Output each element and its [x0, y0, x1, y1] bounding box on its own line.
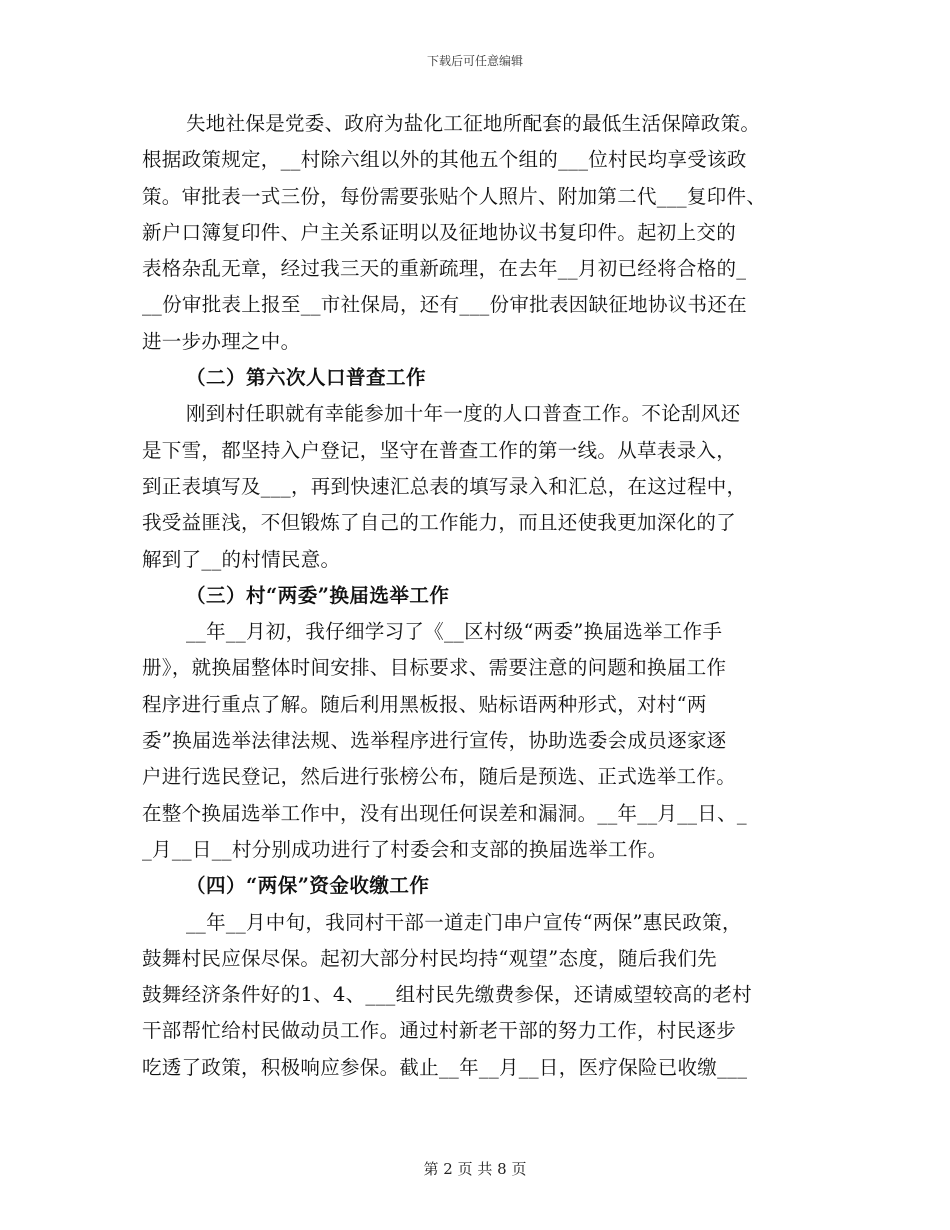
section-heading: （二）第六次人口普查工作: [186, 366, 427, 390]
body-line: 鼓舞经济条件好的1、4、___组村民先缴费参保，还请威望较高的老村: [142, 983, 752, 1007]
body-line: __年__月初，我仔细学习了《__区村级“两委”换届选举工作手: [186, 620, 723, 644]
body-line: 新户口簿复印件、户主关系证明以及征地协议书复印件。起初上交的: [142, 220, 737, 244]
body-line: 进一步办理之中。: [142, 329, 301, 353]
body-line: 在整个换届选举工作中，没有出现任何误差和漏洞。__年__月__日、_: [142, 801, 747, 825]
body-line: 户进行选民登记，然后进行张榜公布，随后是预选、正式选举工作。: [142, 765, 737, 789]
body-line: 表格杂乱无章，经过我三天的重新疏理，在去年__月初已经将合格的_: [142, 257, 747, 281]
body-line: 刚到村任职就有幸能参加十年一度的人口普查工作。不论刮风还: [186, 402, 741, 426]
body-line: 是下雪，都坚持入户登记，坚守在普查工作的第一线。从草表录入，: [142, 438, 737, 462]
page-number: 第 2 页 共 8 页: [423, 1160, 527, 1178]
body-line: __份审批表上报至__市社保局，还有___份审批表因缺征地协议书还在: [142, 293, 747, 317]
body-line: _月__日__村分别成功进行了村委会和支部的换届选举工作。: [142, 837, 668, 861]
body-line: 干部帮忙给村民做动员工作。通过村新老干部的努力工作，村民逐步: [142, 1019, 737, 1043]
body-line: 到正表填写及___，再到快速汇总表的填写录入和汇总，在这过程中，: [142, 474, 747, 498]
body-line: 根据政策规定，__村除六组以外的其他五个组的___位村民均享受该政: [142, 148, 747, 172]
section-heading: （四）“两保”资金收缴工作: [186, 874, 430, 898]
body-line: 委”换届选举法律法规、选举程序进行宣传，协助选委会成员逐家逐: [142, 729, 727, 753]
body-line: __年__月中旬，我同村干部一道走门串户宣传“两保”惠民政策，: [186, 910, 742, 934]
body-line: 失地社保是党委、政府为盐化工征地所配套的最低生活保障政策。: [186, 112, 761, 135]
document-body: [142, 106, 822, 1086]
page-header: 下载后可任意编辑: [426, 54, 523, 68]
body-line: 程序进行重点了解。随后利用黑板报、贴标语两种形式，对村“两: [142, 692, 707, 716]
body-line: 策。审批表一式三份，每份需要张贴个人照片、附加第二代___复印件、: [142, 184, 767, 208]
body-line: 我受益匪浅，不但锻炼了自己的工作能力，而且还使我更加深化的了: [142, 511, 737, 535]
section-heading: （三）村“两委”换届选举工作: [186, 583, 450, 607]
body-line: 鼓舞村民应保尽保。起初大部分村民均持“观望”态度，随后我们先: [142, 946, 717, 970]
body-line: 册》，就换届整体时间安排、目标要求、需要注意的问题和换届工作: [142, 656, 727, 680]
body-line: 吃透了政策，积极响应参保。截止__年__月__日，医疗保险已收缴___: [142, 1055, 748, 1079]
body-line: 解到了__的村情民意。: [142, 547, 341, 571]
